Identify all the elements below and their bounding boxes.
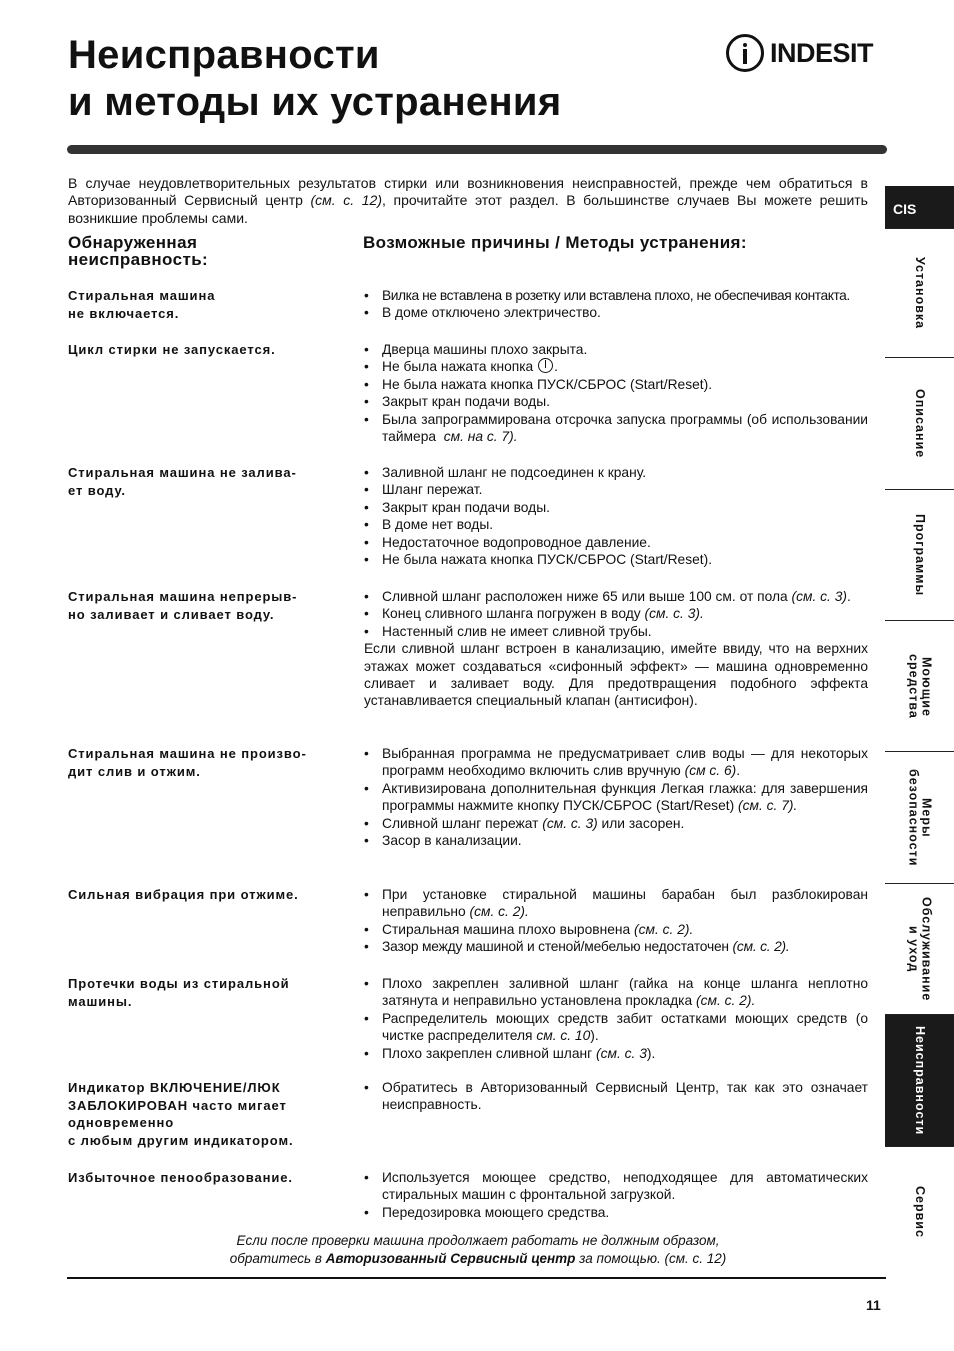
tab-label: Установка [913, 257, 927, 330]
problem-line: ЗАБЛОКИРОВАН часто мигает [68, 1097, 287, 1113]
list-item [364, 938, 868, 955]
cause-text: Активизирована дополнительная функция Легкая глажка: для завершения программы нажмите кнопку ПУСК/СБРОС (Start/Reset) [382, 780, 868, 814]
problem-cell [68, 341, 340, 359]
list-item: • Закрыт кран подачи воды. [364, 393, 868, 410]
list-item: • Не была нажата кнопка ПУСК/СБРОС (Start/Reset). [364, 551, 868, 568]
cause-ref: (см. с. 3 [596, 1045, 647, 1061]
brand-logo [726, 31, 873, 75]
list-item: • Засор в канализации. [364, 832, 868, 849]
tab-label: Неисправности [913, 1026, 927, 1136]
causes-list [364, 975, 868, 1062]
power-button-icon [538, 358, 553, 373]
cause-ref: (см. с. 2). [696, 993, 756, 1009]
footer-line1: Если после проверки машина продолжает работать не должным образом, [236, 1233, 720, 1248]
causes-list [364, 745, 868, 849]
cause-text: Стиральная машина плохо выровнена [382, 921, 631, 937]
intro-text-end: , прочитайте этот раздел. В большинстве случаев Вы можете решить возникшие проблемы сами. [68, 192, 868, 226]
list-item [364, 921, 868, 938]
problem-cell [68, 1079, 340, 1149]
cause-ref: (см. с. 2). [732, 939, 790, 955]
page-title-line1: Неисправности [68, 33, 380, 77]
list-item [364, 605, 868, 622]
list-item: • В доме нет воды. [364, 516, 868, 533]
problem-line: Сильная вибрация при отжиме. [68, 887, 299, 902]
cause-text: Выбранная программа не предусматривает слив воды — для некоторых программ необходимо включить слив вручную [382, 746, 868, 779]
problem-line: Стиральная машина не произво- [68, 746, 307, 761]
cause-text: Сливной шланг пережат [382, 815, 539, 831]
problem-line: Протечки воды из стиральной [68, 976, 290, 991]
list-item [364, 975, 868, 1010]
causes-list [364, 1079, 868, 1114]
causes-list [364, 886, 868, 956]
footer-note [68, 1232, 888, 1267]
list-item: • Закрыт кран подачи воды. [364, 499, 868, 516]
problem-cell [68, 745, 340, 780]
problem-header-line1: Обнаруженная [68, 233, 198, 252]
problem-cell [68, 886, 340, 904]
problem-header-line2: неисправность: [68, 250, 209, 269]
cause-suffix: или засорен. [597, 815, 685, 831]
cause-suffix: . [554, 359, 558, 375]
list-item: • Передозировка моющего средства. [364, 1204, 868, 1221]
list-item [364, 1045, 868, 1062]
cause-text: Конец сливного шланга погружен в воду [382, 606, 641, 622]
list-item [364, 745, 868, 780]
cause-ref: см. с. 10 [536, 1028, 591, 1044]
cause-ref: см. на с. 7). [443, 429, 518, 445]
problem-column-header [68, 234, 208, 268]
list-item [364, 1010, 868, 1045]
cause-text: Плохо закреплен заливной шланг (гайка на конце шланга неплотно затянута и неправильно установлена прокладка [382, 976, 868, 1009]
page-title [68, 32, 561, 126]
problem-line: одновременно [68, 1115, 175, 1130]
tab-label: Моющие средства [906, 654, 934, 719]
problem-cell [68, 588, 340, 623]
list-item: • Дверца машины плохо закрыта. [364, 341, 868, 358]
intro-ref: (см. с. 12) [310, 192, 382, 209]
cause-ref: (см. с. 3) [542, 815, 598, 831]
cause-ref: (см. с. 7). [738, 798, 798, 814]
list-item: • Обратитесь в Авторизованный Сервисный Центр, так как это означает неисправность. [364, 1079, 868, 1114]
cause-suffix: ). [590, 1028, 599, 1044]
causes-column-header: Возможные причины / Методы устранения: [363, 233, 747, 252]
problem-line: Избыточное пенообразование. [68, 1170, 293, 1185]
tab-programs[interactable] [885, 489, 954, 621]
list-item: • Недостаточное водопроводное давление. [364, 534, 868, 551]
cause-ref: (см. с. 2). [634, 921, 694, 937]
causes-list [364, 1169, 868, 1221]
cause-suffix: . [736, 763, 741, 779]
tab-safety[interactable] [885, 751, 954, 884]
tab-description[interactable] [885, 357, 954, 490]
tab-service[interactable] [885, 1146, 954, 1277]
footer-line2-end: за помощью. (см. с. 12) [575, 1250, 727, 1266]
problem-line: дит слив и отжим. [68, 763, 201, 779]
brand-name: INDESIT [770, 37, 874, 68]
causes-list [364, 464, 868, 568]
list-item: • Вилка не вставлена в розетку или вставлена плохо, не обеспечивая контакта. [364, 287, 868, 304]
footer-divider [67, 1277, 886, 1279]
problem-line: Стиральная машина непрерыв- [68, 589, 298, 604]
problem-line: Стиральная машина [68, 288, 216, 303]
list-item: • В доме отключено электричество. [364, 304, 868, 321]
tab-detergents[interactable] [885, 620, 954, 752]
list-item [364, 780, 868, 815]
problem-line: Цикл стирки не запускается. [68, 342, 276, 357]
causes-list [364, 287, 868, 322]
cause-text: Была запрограммирована отсрочка запуска программы (об использовании таймера [382, 411, 868, 445]
list-item [364, 815, 868, 832]
list-item: • Не была нажата кнопка ПУСК/СБРОС (Start/Reset). [364, 376, 868, 393]
cause-text: При установке стиральной машины барабан был разблокирован неправильно [382, 887, 868, 920]
cause-suffix: . [846, 589, 851, 604]
tab-label: Программы [913, 514, 927, 597]
list-item [364, 411, 868, 446]
note-text: Если сливной шланг встроен в канализацию, имейте ввиду, что на верхних этажах может создаваться «сифонный эффект» — машина одновременно сливает и заливает воду. Для предотвращения подобного эффекта устанавливается специальный клапан (антисифон). [364, 641, 868, 709]
problem-line: не включается. [68, 305, 180, 321]
problem-line: Стиральная машина не залива- [68, 465, 297, 480]
causes-list [364, 588, 868, 710]
tab-label: Обслуживание и уход [906, 897, 934, 1002]
list-item: • Используется моющее средство, неподходящее для автоматических стиральных машин с фронтальной загрузкой. [364, 1169, 868, 1204]
tab-label: Описание [913, 389, 927, 459]
problem-line: ет воду. [68, 482, 126, 498]
cause-suffix: ). [646, 1045, 656, 1061]
language-badge: CIS [885, 186, 954, 228]
cause-text: Плохо закреплен сливной шланг [382, 1045, 593, 1061]
problem-line: Индикатор ВКЛЮЧЕНИЕ/ЛЮК [68, 1080, 281, 1095]
cause-text: Зазор между машиной и стеной/мебелью недостаточен [382, 939, 729, 955]
list-item: • Настенный слив не имеет сливной трубы. [364, 623, 868, 640]
tab-label: Меры безопасности [906, 769, 934, 867]
cause-ref: (см. с. 3) [791, 589, 847, 604]
cause-text: Не была нажата кнопка [382, 359, 534, 375]
problem-line: но заливает и сливает воду. [68, 606, 275, 622]
problem-cell [68, 1169, 340, 1187]
page-number: 11 [866, 1297, 881, 1313]
list-item: • Заливной шланг не подсоединен к крану. [364, 464, 868, 481]
problem-line: с любым другим индикатором. [68, 1132, 294, 1148]
tab-label: Сервис [913, 1186, 927, 1238]
cause-text: Сливной шланг расположен ниже 65 или выше 100 см. от пола [382, 589, 788, 604]
footer-service-center: Авторизованный Сервисный центр [325, 1250, 576, 1266]
list-item [364, 588, 868, 605]
list-item: • Шланг пережат. [364, 481, 868, 498]
list-item [364, 886, 868, 921]
tab-installation[interactable] [885, 228, 954, 358]
cause-ref: (см с. 6) [684, 763, 737, 779]
cause-text: Распределитель моющих средств забит остатками моющих средств (о чистке распределителя [382, 1010, 868, 1044]
page-title-line2: и методы их устранения [68, 80, 562, 124]
intro-text-start: В случае неудовлетворительных результатов стирки или возникновения неисправностей, прежде чем обратиться в Авторизованный Сервисный центр [68, 175, 868, 209]
causes-list [364, 341, 868, 445]
intro-paragraph [68, 175, 868, 227]
cause-ref: (см. с. 3). [644, 606, 704, 622]
problem-cell [68, 975, 340, 1010]
list-item [364, 358, 868, 375]
tab-troubleshooting[interactable] [885, 1014, 954, 1147]
problem-cell [68, 464, 340, 499]
problem-cell [68, 287, 340, 322]
tab-maintenance[interactable] [885, 883, 954, 1015]
footer-line2-start: обратитесь в [229, 1250, 326, 1266]
problem-line: машины. [68, 993, 133, 1009]
indesit-i-icon [726, 34, 764, 72]
cause-ref: (см. с. 2). [469, 904, 529, 920]
header-divider [67, 145, 887, 154]
